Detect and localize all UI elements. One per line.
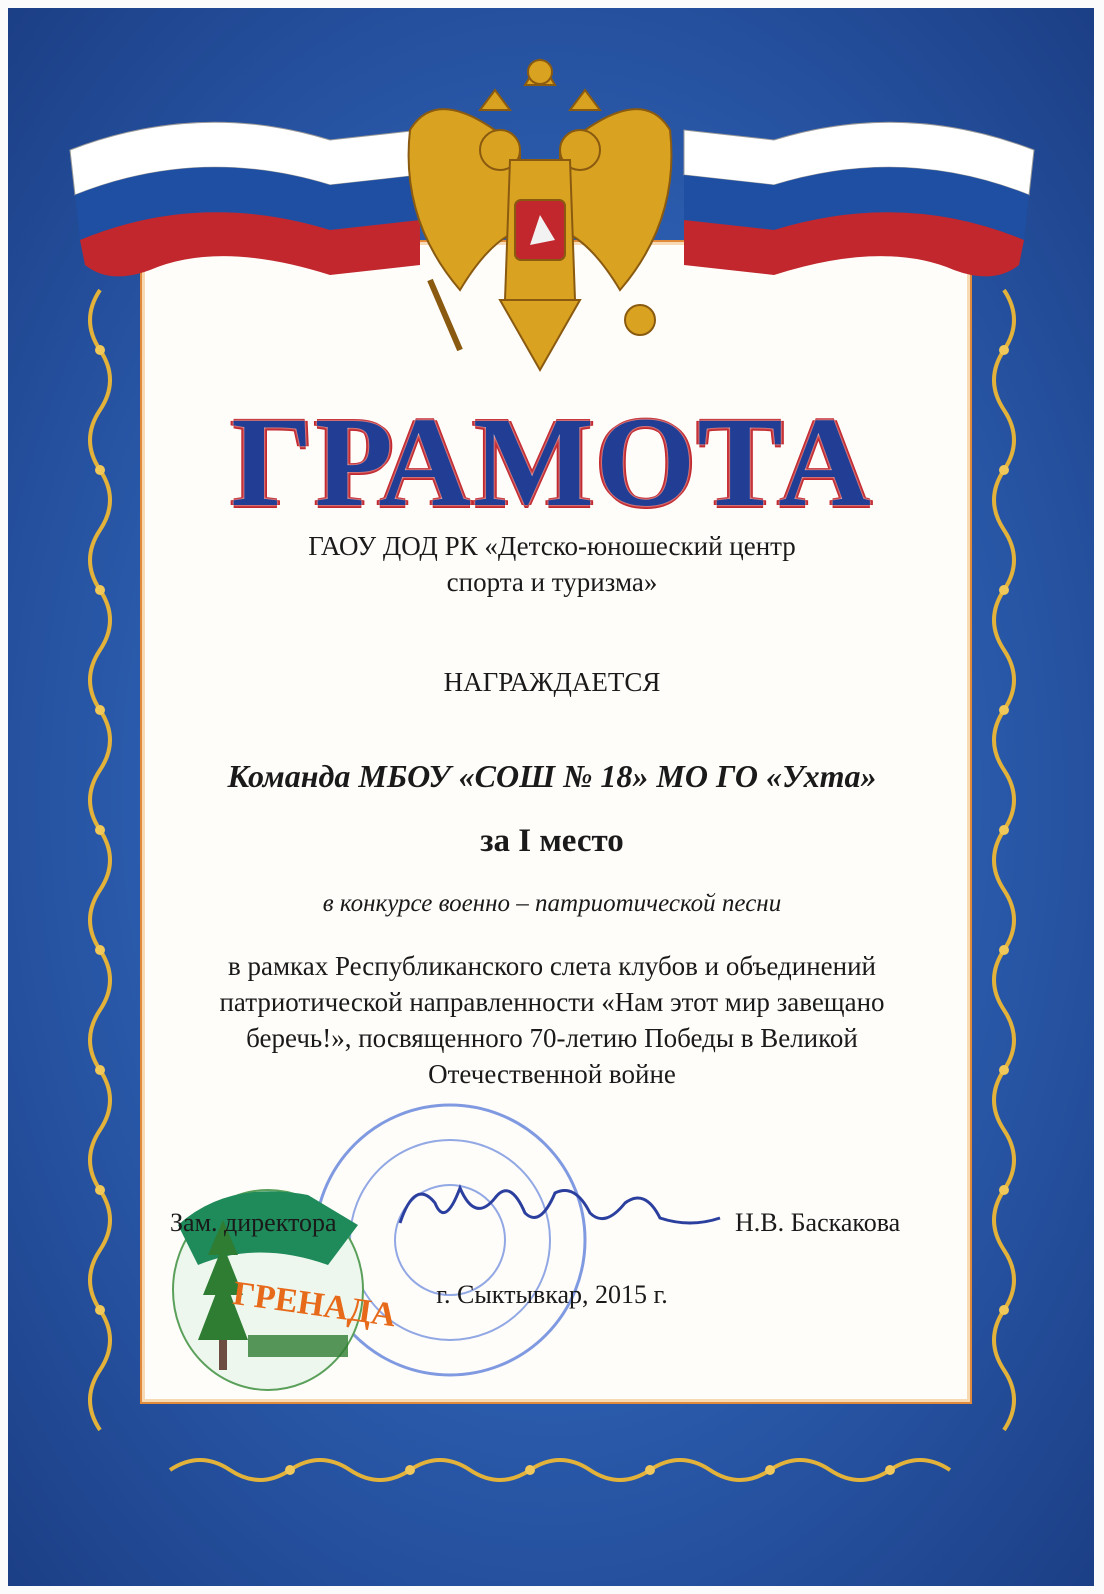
certificate-title: ГРАМОТА [231,391,873,533]
place-text: за I место [480,823,624,859]
svg-text:ГРЕНАДА: ГРЕНАДА [230,1274,399,1335]
coat-of-arms-icon [0,0,1104,400]
event-description: в рамках Республиканского слета клубов и объединений патриотической направленности «Нам этот мир завещано беречь!», посвященного 70-летию Победы в Великой Отечественной войне [219,951,885,1089]
awarded-label: НАГРАЖДАЕТСЯ [443,667,661,697]
signatory-role: Зам. директора [170,1208,337,1237]
place-and-date: г. Сыктывкар, 2015 г. [436,1280,668,1309]
contest-text: в конкурсе военно – патриотической песни [322,890,782,917]
organization-name: ГАОУ ДОД РК «Детско-юношеский центр спорта и туризма» [308,531,796,597]
recipient-name: Команда МБОУ «СОШ № 18» МО ГО «Ухта» [227,758,877,794]
signatory-name: Н.В. Баскакова [735,1208,901,1237]
signature [390,1168,730,1248]
